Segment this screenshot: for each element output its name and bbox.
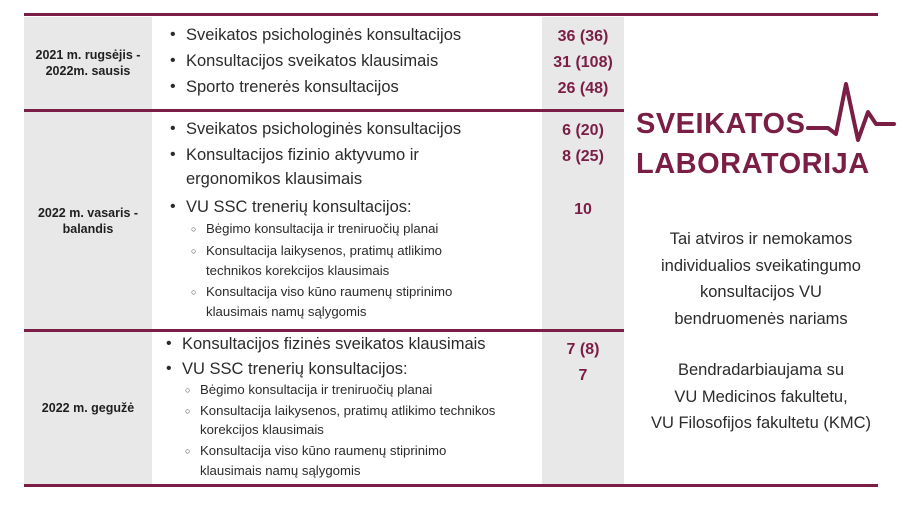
count-value: 36 (36) xyxy=(557,28,609,45)
count-value: 7 (8) xyxy=(566,341,600,358)
logo-text-line2: LABORATORIJA xyxy=(636,148,870,180)
sveikatos-laboratorija-logo xyxy=(626,62,870,216)
logo-text-line1: SVEIKATOS xyxy=(636,108,806,140)
count-value: 26 (48) xyxy=(557,80,609,97)
period-label: 2022 m. gegužė xyxy=(41,401,135,415)
period-cell-1 xyxy=(24,17,152,109)
list-item: • Sporto trenerės konsultacijos xyxy=(186,76,399,98)
period-cell-3 xyxy=(24,332,152,484)
collab-line: VU Filosofijos fakultetu (KMC) xyxy=(650,414,872,432)
info-line: Tai atviros ir nemokamos xyxy=(669,230,853,248)
info-line: konsultacijos VU xyxy=(700,283,822,301)
sub-list-item-continuation: klausimais namų sąlygomis xyxy=(200,463,361,478)
period-cell-2 xyxy=(24,112,152,329)
count-value: 10 xyxy=(574,201,592,218)
list-item: • Sveikatos psichologinės konsultacijos xyxy=(186,24,461,46)
count-value: 6 (20) xyxy=(562,122,604,139)
info-line: bendruomenės nariams xyxy=(674,309,848,328)
period-label: 2021 m. rugsėjis - xyxy=(35,48,141,62)
sub-list-item-continuation: klausimais namų sąlygomis xyxy=(206,304,367,319)
info-collaboration xyxy=(626,357,896,437)
table-row-divider xyxy=(24,329,624,332)
sub-list-item: ○ Bėgimo konsultacija ir treniruočių planai xyxy=(200,381,432,399)
period-list-2 xyxy=(152,112,540,329)
sub-list-item: ○ Konsultacija viso kūno raumenų stiprinimo xyxy=(200,442,446,460)
table-top-rule xyxy=(24,13,878,16)
list-item: • VU SSC trenerių konsultacijos: xyxy=(186,196,412,218)
list-item: • Konsultacijos sveikatos klausimais xyxy=(186,50,438,72)
period-label: 2022m. sausis xyxy=(45,64,131,78)
heartbeat-pulse-icon xyxy=(806,82,896,142)
sub-list-item: ○ Bėgimo konsultacija ir treniruočių planai xyxy=(206,220,438,238)
count-cell-3 xyxy=(542,332,624,484)
info-line: individualios sveikatingumo xyxy=(661,256,861,275)
sub-list-item: ○ Konsultacija laikysenos, pratimų atlikimo xyxy=(206,242,442,260)
table-bottom-rule xyxy=(24,484,878,487)
collab-line: Bendradarbiaujama su xyxy=(677,361,845,379)
count-value: 31 (108) xyxy=(553,54,613,71)
list-item-continuation: ergonomikos klausimais xyxy=(186,170,363,188)
collab-line: VU Medicinos fakultetu, xyxy=(674,387,848,406)
period-label: 2022 m. vasaris - xyxy=(37,205,139,220)
period-label: balandis xyxy=(62,221,114,236)
list-item: • Konsultacijos fizinio aktyvumo ir xyxy=(186,144,419,166)
sub-list-item: ○ Konsultacija laikysenos, pratimų atlikimo technikos xyxy=(200,402,495,420)
period-list-3 xyxy=(152,332,540,484)
sub-list-item-continuation: technikos korekcijos klausimais xyxy=(206,263,390,278)
count-value: 8 (25) xyxy=(562,148,604,165)
count-cell-1 xyxy=(542,17,624,109)
list-item: • Konsultacijos fizinės sveikatos klausimais xyxy=(182,333,486,355)
period-list-1 xyxy=(152,17,540,109)
count-cell-2 xyxy=(542,112,624,329)
info-description xyxy=(626,226,896,332)
list-item: • Sveikatos psichologinės konsultacijos xyxy=(186,118,461,140)
sub-list-item-continuation: korekcijos klausimais xyxy=(200,422,324,437)
table-row-divider xyxy=(24,109,624,112)
sub-list-item: ○ Konsultacija viso kūno raumenų stiprinimo xyxy=(206,283,452,301)
count-value: 7 xyxy=(578,367,588,384)
list-item: • VU SSC trenerių konsultacijos: xyxy=(182,358,408,380)
